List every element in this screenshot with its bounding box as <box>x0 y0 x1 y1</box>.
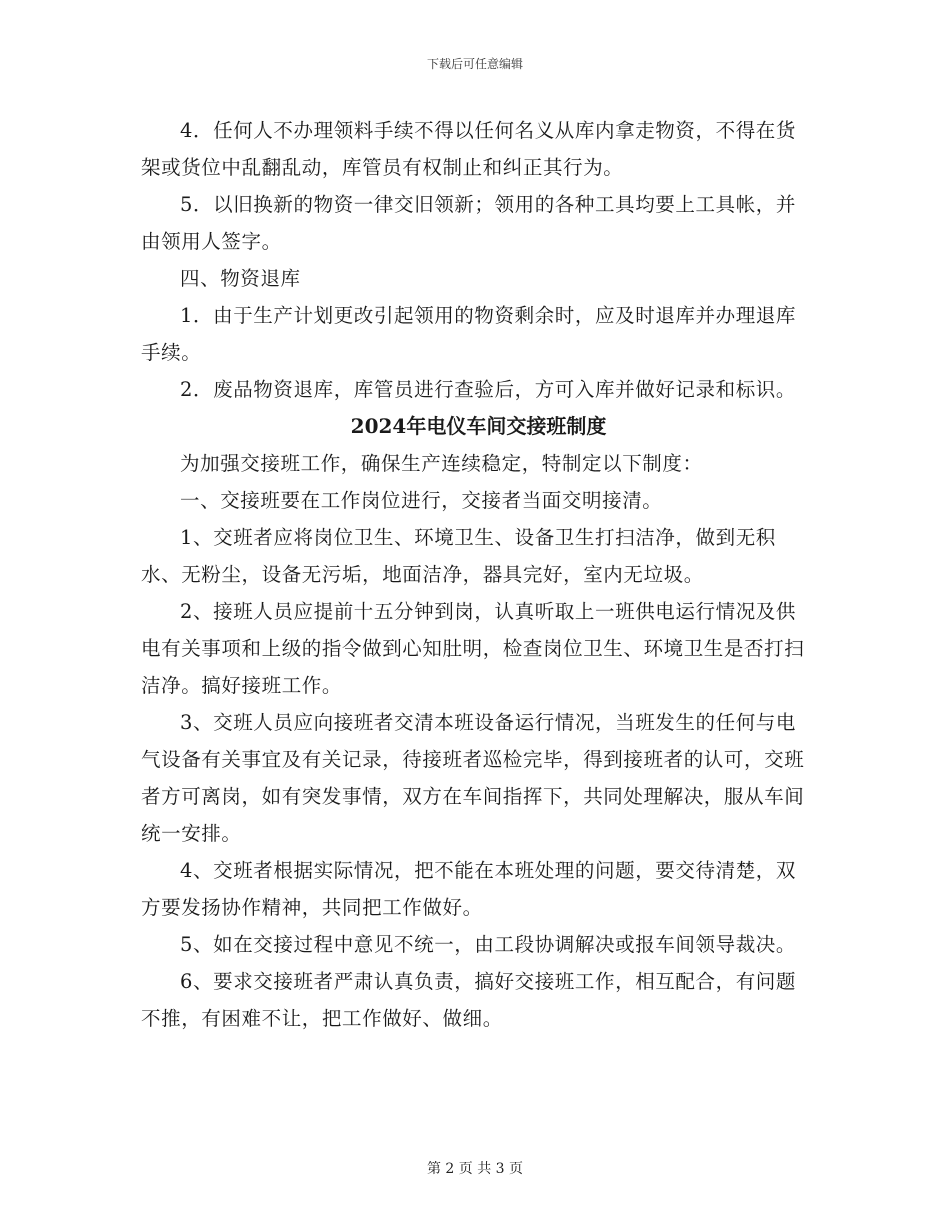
paragraph: 2．废品物资退库，库管员进行查验后，方可入库并做好记录和标识。 <box>180 378 797 401</box>
paragraph: 4、交班者根据实际情况，把不能在本班处理的问题，要交待清楚，双方要发扬协作精神，共同把工作做好。 <box>141 859 797 919</box>
paragraph: 1．由于生产计划更改引起领用的物资剩余时，应及时退库并办理退库手续。 <box>141 304 797 364</box>
document-title: 2024年电仪车间交接班制度 <box>350 414 607 438</box>
paragraph: 为加强交接班工作，确保生产连续稳定，特制定以下制度： <box>180 452 703 475</box>
paragraph: 3、交班人员应向接班者交清本班设备运行情况，当班发生的任何与电气设备有关事宜及有关记录，待接班者巡检完毕，得到接班者的认可，交班者方可离岗，如有突发事情，双方在车间指挥下，共同处理解决，服从车间统一安排。 <box>141 711 805 845</box>
paragraph: 2、接班人员应提前十五分钟到岗，认真听取上一班供电运行情况及供电有关事项和上级的指令做到心知肚明，检查岗位卫生、环境卫生是否打扫洁净。搞好接班工作。 <box>141 600 805 697</box>
page-header-note: 下载后可任意编辑 <box>426 57 523 71</box>
paragraph: 1、交班者应将岗位卫生、环境卫生、设备卫生打扫洁净，做到无积水、无粉尘，设备无污垢，地面洁净，器具完好，室内无垃圾。 <box>141 526 776 586</box>
section-heading: 四、物资退库 <box>180 267 301 290</box>
paragraph: 一、交接班要在工作岗位进行，交接者当面交明接清。 <box>180 489 663 512</box>
paragraph: 4．任何人不办理领料手续不得以任何名义从库内拿走物资，不得在货架或货位中乱翻乱动，库管员有权制止和纠正其行为。 <box>141 119 797 179</box>
paragraph: 5、如在交接过程中意见不统一，由工段协调解决或报车间领导裁决。 <box>180 933 797 956</box>
document-body <box>141 112 816 1037</box>
paragraph: 6、要求交接班者严肃认真负责，搞好交接班工作，相互配合，有问题不推，有困难不让，把工作做好、做细。 <box>141 970 797 1030</box>
paragraph: 5．以旧换新的物资一律交旧领新；领用的各种工具均要上工具帐，并由领用人签字。 <box>141 193 797 253</box>
page-number-footer: 第 2 页 共 3 页 <box>426 1161 524 1177</box>
